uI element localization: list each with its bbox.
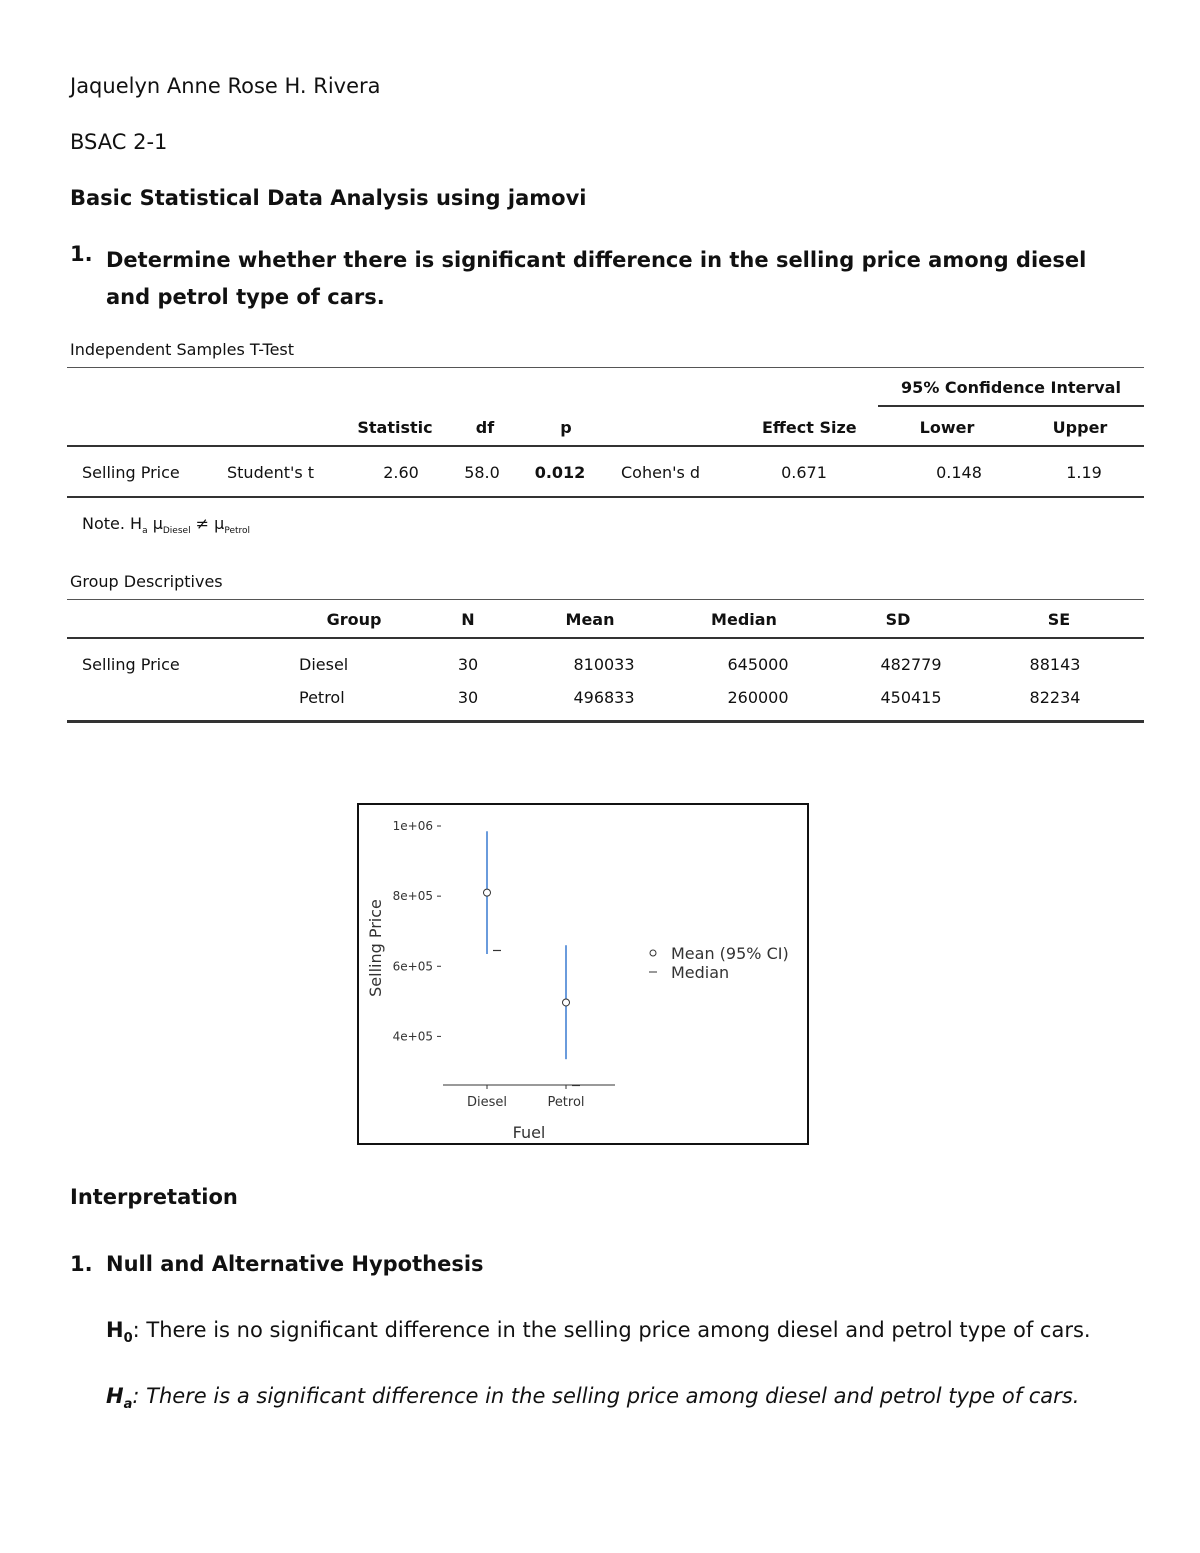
col-df: df [475,418,495,437]
col-group: Group [326,610,382,629]
class-section: BSAC 2-1 [70,130,168,154]
desc-se: 82234 [1029,688,1081,707]
interpretation-title: Interpretation [70,1185,238,1209]
desc-group: Diesel [299,655,349,674]
ttest-upper: 1.19 [1066,463,1102,482]
ttest-lower: 0.148 [936,463,982,482]
plot-svg [359,805,807,1143]
y-tick-label: 6e+05 [392,959,433,974]
author-name: Jaquelyn Anne Rose H. Rivera [70,74,381,98]
ci-header: 95% Confidence Interval [901,378,1121,397]
col-p: p [560,418,572,437]
desc-sd: 482779 [880,655,942,674]
interpretation-point-number: 1. [70,1252,93,1276]
desc-n: 30 [457,688,479,707]
x-axis-label: Fuel [512,1123,546,1142]
y-tick-label: 1e+06 [392,819,433,834]
interpretation-point-title: Null and Alternative Hypothesis [106,1252,484,1276]
ttest-bottom-rule [67,496,1144,498]
legend-median-label: Median [671,963,730,982]
col-lower: Lower [919,418,975,437]
col-effect-size: Effect Size [762,418,857,437]
legend [649,944,789,982]
ttest-effect-size: 0.671 [781,463,827,482]
desc-sd: 450415 [880,688,942,707]
y-tick-label: 8e+05 [392,889,433,904]
null-hypothesis: $H_0$: There is no significant difference in the selling price among diesel and petrol type of cars. [106,1318,1091,1347]
ttest-variable: Selling Price [82,463,180,482]
ttest-statistic: 2.60 [383,463,419,482]
legend-mean-label: Mean (95% CI) [671,944,789,963]
ttest-df: 58.0 [464,463,500,482]
desc-median: 260000 [727,688,789,707]
ttest-top-rule [67,367,1144,368]
descriptives-title: Group Descriptives [70,572,223,591]
desc-top-rule [67,599,1144,600]
x-tick-label: Petrol [547,1095,585,1110]
question-text: Determine whether there is significant difference in the selling price among diesel and petrol type of cars. [106,248,1087,309]
y-axis-label: Selling Price [366,899,385,997]
col-mean: Mean [565,610,615,629]
col-statistic: Statistic [357,418,433,437]
ttest-note: Note. $H_a$ $\mu_{Diesel} \ne \mu_{Petrol}$ [82,514,251,537]
desc-n: 30 [457,655,479,674]
col-sd: SD [885,610,911,629]
legend-mean-marker [650,950,656,956]
descriptives-plot [357,803,809,1145]
desc-header-rule [67,637,1144,639]
col-n: N [461,610,475,629]
alternative-hypothesis: $H_a$: There is a significant difference in the selling price among diesel and petrol type of cars. [106,1384,1080,1413]
ttest-p: 0.012 [534,463,586,482]
question-number: 1. [70,242,93,266]
desc-variable: Selling Price [82,655,180,674]
ttest-effect: Cohen's d [621,463,701,482]
col-median: Median [711,610,777,629]
desc-mean: 496833 [573,688,635,707]
desc-group: Petrol [299,688,345,707]
document-title: Basic Statistical Data Analysis using jamovi [70,186,587,210]
desc-median: 645000 [727,655,789,674]
ttest-title: Independent Samples T-Test [70,340,295,359]
x-tick-label: Diesel [466,1095,508,1110]
mean-point [563,999,570,1006]
col-se: SE [1047,610,1071,629]
ttest-test: Student's t [227,463,315,482]
desc-mean: 810033 [573,655,635,674]
y-tick-label: 4e+05 [392,1029,433,1044]
ci-rule [878,405,1144,407]
col-upper: Upper [1052,418,1108,437]
ttest-header-rule [67,445,1144,447]
mean-point [484,889,491,896]
desc-se: 88143 [1029,655,1081,674]
desc-bottom-rule [67,720,1144,723]
